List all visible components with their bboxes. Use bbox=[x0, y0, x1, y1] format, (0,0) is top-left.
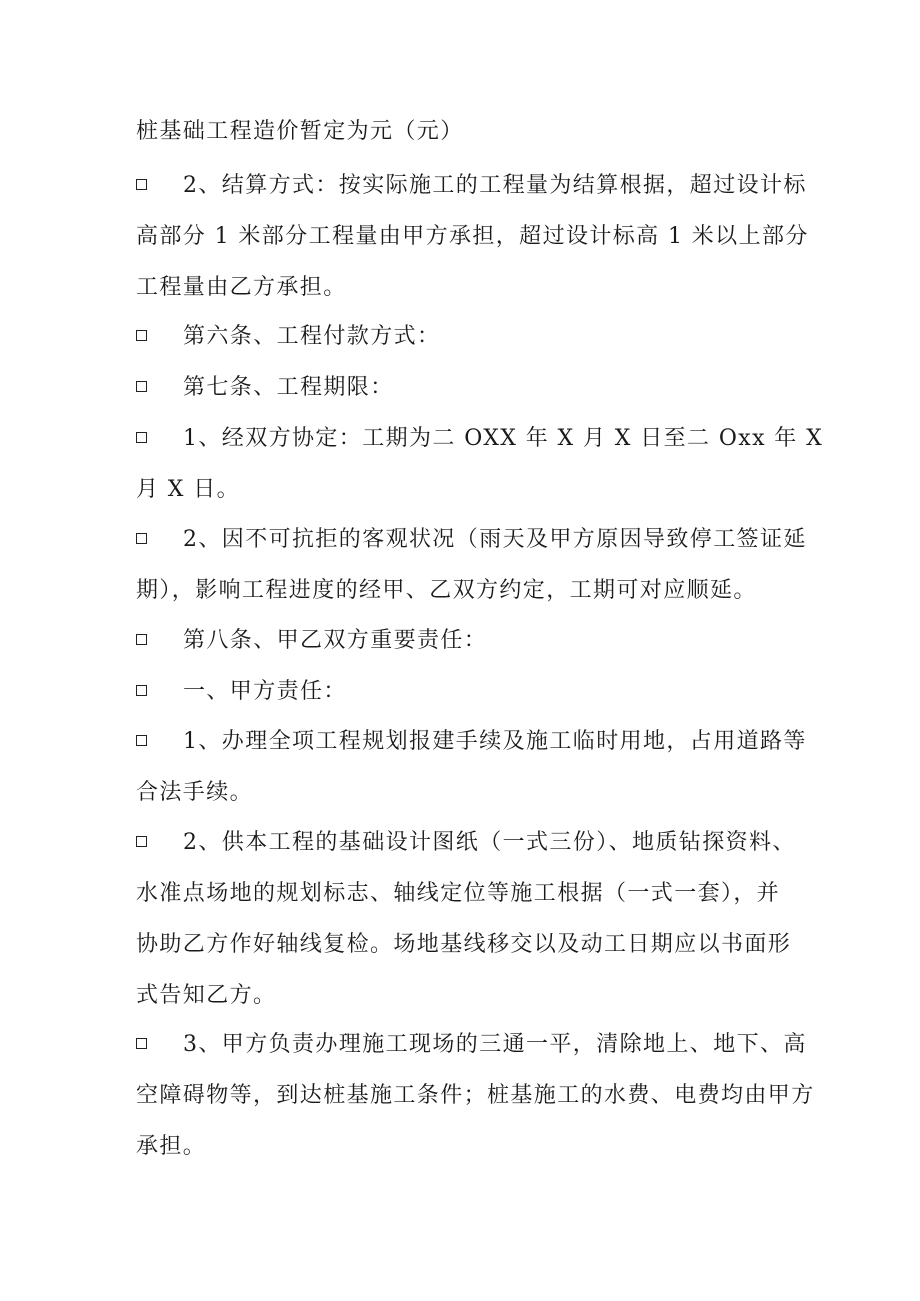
paragraph-cost bbox=[136, 106, 808, 157]
paragraph-settlement bbox=[136, 160, 808, 313]
text-line: 协助乙方作好轴线复检。场地基线移交以及动工日期应以书面形 bbox=[136, 932, 792, 957]
text-line: 3、甲方负责办理施工现场的三通一平，清除地上、地下、高 bbox=[183, 1032, 807, 1057]
checkbox-bullet-icon bbox=[136, 836, 147, 847]
text-line: 2、供本工程的基础设计图纸（一式三份）、地质钻探资料、 bbox=[183, 830, 796, 855]
text-line: 水准点场地的规划标志、轴线定位等施工根据（一式一套），并 bbox=[136, 881, 781, 906]
text-line: 空障碍物等，到达桩基施工条件；桩基施工的水费、电费均由甲方 bbox=[136, 1083, 815, 1108]
text-line: 高部分 1 米部分工程量由甲方承担，超过设计标高 1 米以上部分 bbox=[136, 224, 809, 249]
checkbox-bullet-icon bbox=[136, 533, 147, 544]
checkbox-bullet-icon bbox=[136, 432, 147, 443]
text-line: 合法手续。 bbox=[136, 780, 254, 805]
paragraph-article-six bbox=[136, 311, 808, 362]
paragraph-drawings bbox=[136, 817, 808, 1021]
text-line: 承担。 bbox=[136, 1134, 207, 1159]
text-line: 工程量由乙方承担。 bbox=[136, 275, 347, 300]
text-line: 第六条、工程付款方式： bbox=[183, 324, 441, 349]
checkbox-bullet-icon bbox=[136, 634, 147, 645]
text-line: 月 X 日。 bbox=[136, 477, 241, 502]
paragraph-duration bbox=[136, 413, 824, 515]
paragraph-force-majeure bbox=[136, 514, 808, 616]
paragraph-article-eight bbox=[136, 615, 808, 666]
checkbox-bullet-icon bbox=[136, 330, 147, 341]
checkbox-bullet-icon bbox=[136, 381, 147, 392]
paragraph-site-prep bbox=[136, 1019, 815, 1172]
text-line: 第七条、工程期限： bbox=[183, 375, 394, 400]
text-line: 第八条、甲乙双方重要责任： bbox=[183, 628, 488, 653]
checkbox-bullet-icon bbox=[136, 735, 147, 746]
paragraph-party-a bbox=[136, 666, 808, 717]
paragraph-article-seven bbox=[136, 362, 808, 413]
checkbox-bullet-icon bbox=[136, 685, 147, 696]
paragraph-permits bbox=[136, 716, 808, 818]
text-line: 一、甲方责任： bbox=[183, 679, 347, 704]
text-line: 2、结算方式：按实际施工的工程量为结算根据，超过设计标 bbox=[183, 173, 807, 198]
text-line: 式告知乙方。 bbox=[136, 983, 277, 1008]
checkbox-bullet-icon bbox=[136, 1038, 147, 1049]
text-line: 桩基础工程造价暂定为元（元） bbox=[136, 119, 464, 144]
text-line: 期），影响工程进度的经甲、乙双方约定，工期可对应顺延。 bbox=[136, 578, 757, 603]
checkbox-bullet-icon bbox=[136, 179, 147, 190]
text-line: 1、办理全项工程规划报建手续及施工临时用地，占用道路等 bbox=[183, 729, 807, 754]
text-line: 1、经双方协定：工期为二 OXX 年 X 月 X 日至二 Oxx 年 X bbox=[183, 426, 824, 451]
text-line: 2、因不可抗拒的客观状况（雨天及甲方原因导致停工签证延 bbox=[183, 527, 807, 552]
